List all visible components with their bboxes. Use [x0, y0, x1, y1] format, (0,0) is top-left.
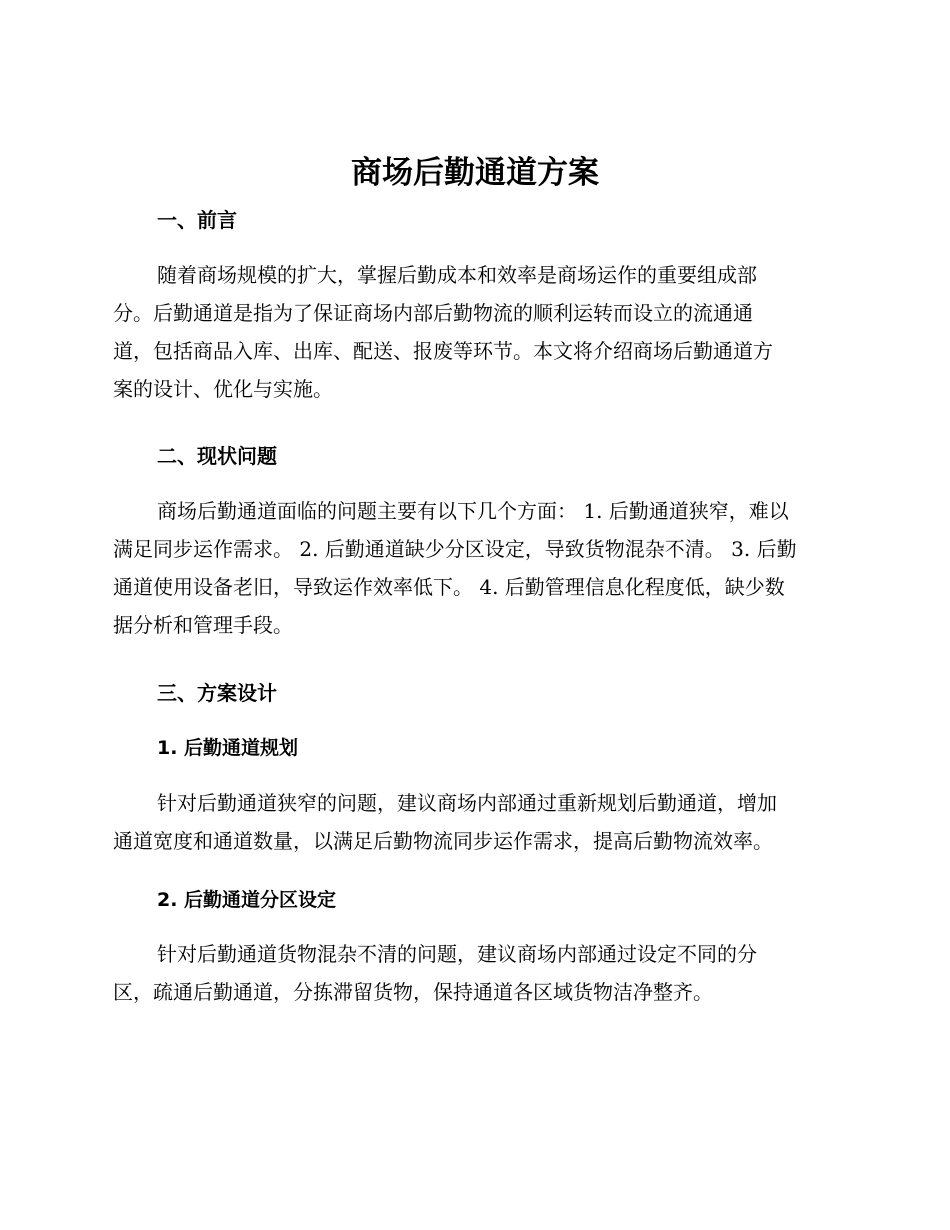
- section-paragraph-current-issues: [113, 492, 837, 644]
- subsection-heading-channel-planning: 1. 后勤通道规划: [157, 737, 299, 759]
- section-heading-current-issues: 二、现状问题: [157, 444, 277, 468]
- paragraph-line: 分。后勤通道是指为了保证商场内部后勤物流的顺利运转而设立的流通通: [113, 301, 753, 325]
- section-paragraph-preface: [113, 256, 837, 408]
- section-heading-preface: 一、前言: [157, 208, 237, 232]
- paragraph-line: 满足同步运作需求。 2. 后勤通道缺少分区设定，导致货物混杂不清。 3. 后勤: [113, 537, 797, 561]
- paragraph-line: 针对后勤通道货物混杂不清的问题，建议商场内部通过设定不同的分: [157, 942, 757, 966]
- paragraph-line: 针对后勤通道狭窄的问题，建议商场内部通过重新规划后勤通道，增加: [157, 791, 777, 815]
- paragraph-line: 通道宽度和通道数量，以满足后勤物流同步运作需求，提高后勤物流效率。: [113, 829, 773, 853]
- subsection-heading-zoning: 2. 后勤通道分区设定: [157, 889, 337, 911]
- section-heading-plan-design: 三、方案设计: [157, 681, 277, 705]
- paragraph-line: 据分析和管理手段。: [113, 613, 293, 637]
- document-title: 商场后勤通道方案: [351, 155, 599, 191]
- subsection-paragraph-channel-planning: [113, 784, 837, 860]
- paragraph-line: 道，包括商品入库、出库、配送、报废等环节。本文将介绍商场后勤通道方: [113, 339, 773, 363]
- paragraph-line: 随着商场规模的扩大，掌握后勤成本和效率是商场运作的重要组成部: [157, 263, 757, 287]
- paragraph-line: 案的设计、优化与实施。: [113, 377, 333, 401]
- paragraph-line: 商场后勤通道面临的问题主要有以下几个方面： 1. 后勤通道狭窄，难以: [157, 499, 789, 523]
- paragraph-line: 区，疏通后勤通道，分拣滞留货物，保持通道各区域货物洁净整齐。: [113, 980, 713, 1004]
- paragraph-line: 通道使用设备老旧，导致运作效率低下。 4. 后勤管理信息化程度低，缺少数: [113, 575, 785, 599]
- subsection-paragraph-zoning: [113, 935, 837, 1011]
